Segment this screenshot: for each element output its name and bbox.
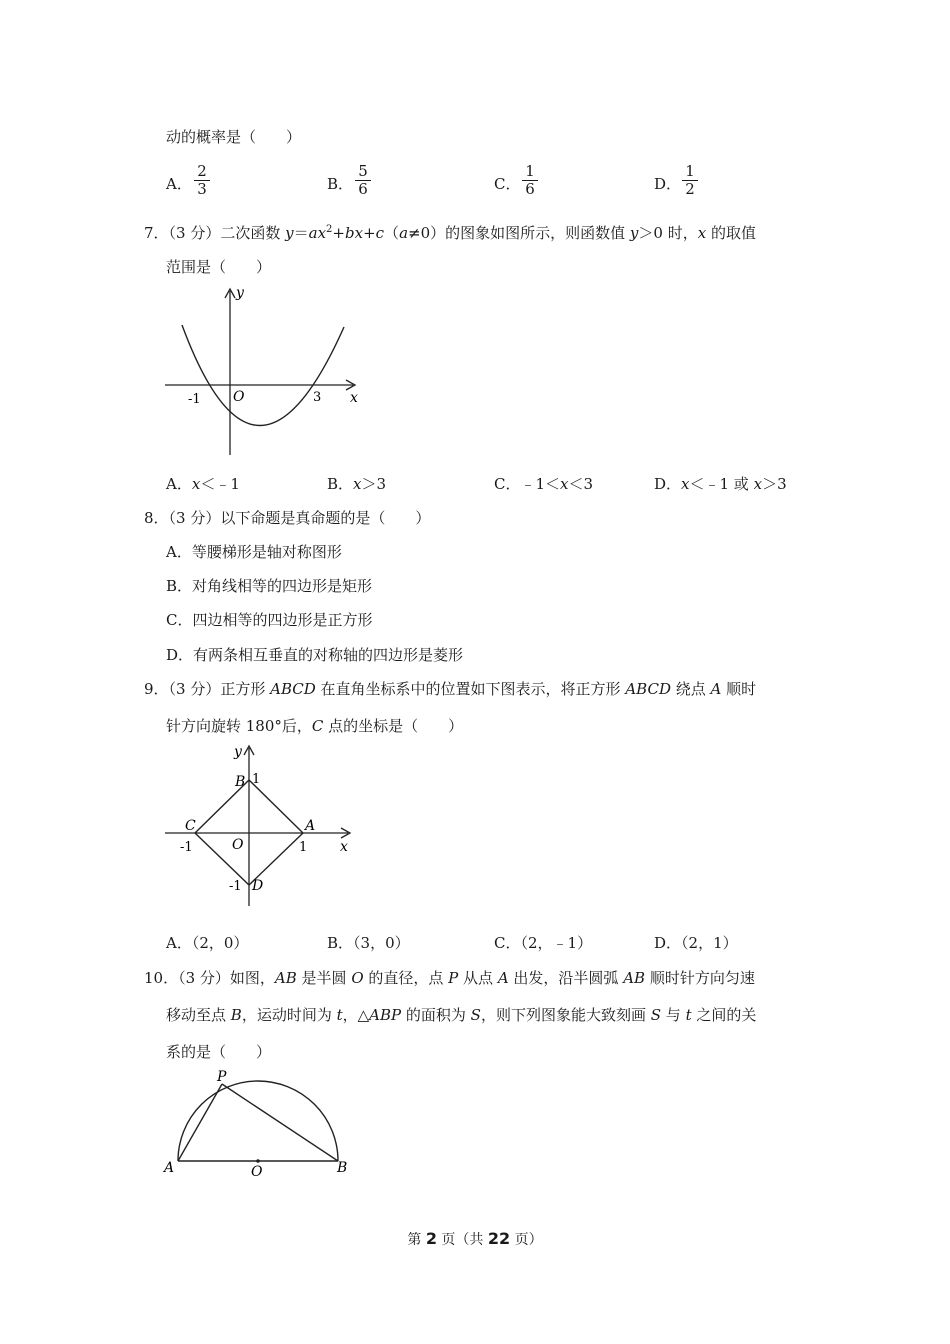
q6-option-fraction xyxy=(682,163,698,198)
q10-text-italic: ABP xyxy=(369,1006,402,1024)
q7-option-text: ＞3 xyxy=(361,475,387,493)
semicircle-arc xyxy=(178,1081,338,1161)
q7-option-label: C． xyxy=(494,475,521,493)
q7-option-text: x xyxy=(753,475,763,493)
fraction-denominator: 2 xyxy=(685,180,695,198)
q7-option-text: ﹣1＜ xyxy=(520,475,561,493)
q9-option-text: （2，﹣1） xyxy=(520,934,593,952)
center-point xyxy=(256,1159,260,1163)
q6-option-label: B． xyxy=(327,175,354,193)
page-footer xyxy=(0,1229,950,1249)
q7-eq-a: a xyxy=(399,224,409,242)
q9-option-label: B． xyxy=(327,934,354,952)
q7-option-text: x xyxy=(560,475,569,493)
tick-minus1-bottom: -1 xyxy=(229,879,242,894)
q10-text: 顺时针方向匀速 xyxy=(645,969,755,987)
point-b-label: B xyxy=(337,1160,348,1176)
q9-option-text: （3，0） xyxy=(353,934,410,952)
y-axis-label: y xyxy=(236,285,244,301)
q6-continuation: 动的概率是（ ） xyxy=(166,128,302,146)
x-axis-label: x xyxy=(340,839,348,855)
q10-text-italic: S xyxy=(650,1006,662,1024)
q9-option-text: （2，1） xyxy=(681,934,738,952)
q10-text: 与 xyxy=(661,1006,686,1024)
point-c-label: C xyxy=(185,818,196,834)
q6-option-label: C． xyxy=(494,175,521,193)
q7-eq-exponent: 2 xyxy=(326,224,333,235)
q7-option-text: x xyxy=(191,475,201,493)
q8-option-d: D．有两条相互垂直的对称轴的四边形是菱形 xyxy=(166,646,464,664)
q10-semicircle-figure xyxy=(160,1068,360,1183)
q9-option-label: D． xyxy=(654,934,682,952)
q9-number: 9． xyxy=(144,680,169,698)
q7-text: （3 分）二次函数 xyxy=(168,224,286,242)
q6-option-fraction xyxy=(194,163,210,198)
y-axis-label: y xyxy=(234,744,242,760)
q7-stem-line1 xyxy=(144,220,756,243)
q10-stem-line1 xyxy=(144,968,755,988)
q9-text-italic: ABCD xyxy=(625,680,671,698)
q7-option-c xyxy=(494,474,593,494)
q6-option-fraction xyxy=(522,163,538,198)
q7-option-label: B． xyxy=(327,475,354,493)
q7-option-label: A． xyxy=(166,475,192,493)
q7-eq-neq: ≠0）的图象如图所示，则函数值 xyxy=(408,224,630,242)
q9-option-c xyxy=(494,933,592,953)
q10-text: ，则下列图象能大致刻画 xyxy=(480,1006,651,1024)
parabola-curve xyxy=(182,325,344,426)
q10-text-italic: B xyxy=(230,1006,242,1024)
q10-text-italic: O xyxy=(351,969,364,987)
q7-option-text: x xyxy=(353,475,362,493)
root-left-label: -1 xyxy=(188,392,201,407)
q7-option-text: x xyxy=(681,475,690,493)
q7-eq-equals: ＝ xyxy=(293,224,309,242)
q9-option-label: A． xyxy=(166,934,192,952)
footer-text: 页） xyxy=(510,1232,543,1248)
q7-eq-plus: + xyxy=(332,224,345,242)
root-right-label: 3 xyxy=(313,390,322,405)
q9-option-label: C． xyxy=(494,934,521,952)
tick-1-right: 1 xyxy=(299,840,308,855)
q10-text-italic: t xyxy=(685,1006,692,1024)
q7-option-text: ＜﹣1 或 xyxy=(689,475,754,493)
fraction-numerator: 2 xyxy=(194,163,210,181)
point-a-label: A xyxy=(305,818,316,834)
q8-stem: 8．（3 分）以下命题是真命题的是（ ） xyxy=(144,509,431,527)
q9-text: 顺时 xyxy=(721,680,757,698)
q10-text: 从点 xyxy=(458,969,498,987)
q10-text-italic: P xyxy=(448,969,459,987)
fraction-numerator: 1 xyxy=(682,163,698,181)
q7-eq-plus: + xyxy=(363,224,376,242)
q10-stem-line3: 系的是（ ） xyxy=(166,1043,272,1061)
q10-text: 的直径，点 xyxy=(363,969,449,987)
q10-text: （3 分）如图， xyxy=(178,969,275,987)
q10-number: 10． xyxy=(144,969,179,987)
q9-stem-line2 xyxy=(166,716,463,736)
q10-text: ，运动时间为 xyxy=(241,1006,337,1024)
q7-cond-text: ＞0 时， xyxy=(638,224,698,242)
q10-text-italic: AB xyxy=(623,969,646,987)
q10-text: 的面积为 xyxy=(401,1006,471,1024)
q10-text: 是半圆 xyxy=(296,969,352,987)
q7-cond-tail: 的取值 xyxy=(706,224,756,242)
footer-total-pages: 22 xyxy=(487,1229,511,1248)
origin-label: O xyxy=(232,837,244,853)
q7-eq-bx: bx xyxy=(345,224,364,242)
q7-eq-paren: （ xyxy=(384,224,400,242)
q6-option-label: D． xyxy=(654,175,682,193)
q7-option-a xyxy=(166,474,240,494)
q7-cond-x: x xyxy=(697,224,707,242)
segment-ap xyxy=(178,1084,222,1161)
q7-option-text: ＜3 xyxy=(568,475,594,493)
segment-pb xyxy=(222,1084,338,1161)
fraction-numerator: 1 xyxy=(522,163,538,181)
q7-option-d xyxy=(654,474,787,494)
q7-eq-y: y xyxy=(285,224,294,242)
point-d-label: D xyxy=(252,878,264,894)
fraction-denominator: 3 xyxy=(197,180,207,198)
q10-text: 之间的关 xyxy=(691,1006,757,1024)
q9-option-d xyxy=(654,933,738,953)
q10-text-italic: AB xyxy=(274,969,297,987)
q10-text: 移动至点 xyxy=(166,1006,231,1024)
q9-text: （3 分）正方形 xyxy=(168,680,271,698)
q10-text-italic: A xyxy=(497,969,509,987)
q9-text-italic: C xyxy=(311,717,324,735)
q10-stem-line2 xyxy=(166,1005,756,1025)
q7-option-b xyxy=(327,474,386,494)
q7-parabola-figure xyxy=(160,285,370,460)
tick-1-top: 1 xyxy=(252,772,261,787)
point-a-label: A xyxy=(164,1160,175,1176)
q8-option-c: C．四边相等的四边形是正方形 xyxy=(166,611,373,629)
q8-option-a: A．等腰梯形是轴对称图形 xyxy=(166,543,342,561)
q10-text-italic: t xyxy=(336,1006,343,1024)
q7-option-text: ＞3 xyxy=(762,475,787,493)
point-o-label: O xyxy=(251,1164,263,1180)
q9-option-b xyxy=(327,933,410,953)
footer-page-number: 2 xyxy=(425,1229,437,1248)
point-b-label: B xyxy=(235,774,246,790)
q10-text-italic: S xyxy=(470,1006,481,1024)
fraction-numerator: 5 xyxy=(355,163,371,181)
q9-text: 绕点 xyxy=(670,680,711,698)
q9-square-figure xyxy=(160,740,360,910)
q7-option-label: D． xyxy=(654,475,682,493)
point-p-label: P xyxy=(217,1069,227,1085)
q9-text: 在直角坐标系中的位置如下图表示，将正方形 xyxy=(315,680,626,698)
q9-stem-line1 xyxy=(144,679,756,699)
q9-text-italic: A xyxy=(710,680,722,698)
q9-option-text: （2，0） xyxy=(191,934,249,952)
q7-option-text: ＜﹣1 xyxy=(200,475,240,493)
q7-eq-ax: ax xyxy=(308,224,327,242)
q9-text: 针方向旋转 180°后， xyxy=(166,717,312,735)
q7-eq-c: c xyxy=(375,224,385,242)
fraction-denominator: 6 xyxy=(525,180,535,198)
q10-text: 出发，沿半圆弧 xyxy=(508,969,624,987)
q9-text-italic: ABCD xyxy=(270,680,316,698)
footer-text: 第 xyxy=(407,1232,426,1248)
x-axis-label: x xyxy=(350,390,358,406)
q7-number: 7． xyxy=(144,224,169,242)
q8-option-b: B．对角线相等的四边形是矩形 xyxy=(166,577,373,595)
q9-text: 点的坐标是（ ） xyxy=(323,717,464,735)
q7-cond-y: y xyxy=(629,224,639,242)
q9-option-a xyxy=(166,933,248,953)
q6-option-label: A． xyxy=(166,175,192,193)
q7-stem-line2: 范围是（ ） xyxy=(166,258,272,276)
fraction-denominator: 6 xyxy=(358,180,368,198)
q10-text: ，△ xyxy=(342,1006,370,1024)
q6-option-fraction xyxy=(355,163,371,198)
origin-label: O xyxy=(233,389,245,405)
tick-minus1-left: -1 xyxy=(180,840,193,855)
footer-text: 页（共 xyxy=(436,1232,488,1248)
